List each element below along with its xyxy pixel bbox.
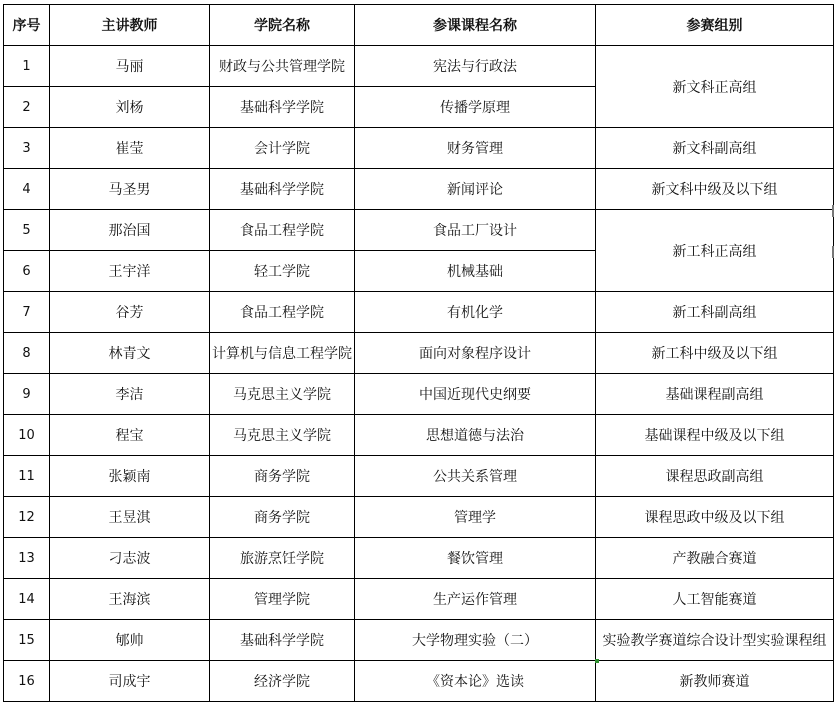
group-cell[interactable]: 课程思政中级及以下组 (596, 497, 834, 538)
group-cell[interactable]: 新教师赛道 (596, 661, 834, 702)
seq-cell[interactable]: 1 (4, 46, 50, 87)
table-row (4, 497, 834, 538)
header-seq[interactable]: 序号 (4, 5, 50, 46)
table-row (4, 292, 834, 333)
table-row (4, 374, 834, 415)
college-cell[interactable]: 食品工程学院 (210, 292, 355, 333)
seq-cell[interactable]: 2 (4, 87, 50, 128)
college-cell[interactable]: 基础科学学院 (210, 169, 355, 210)
college-cell[interactable]: 食品工程学院 (210, 210, 355, 251)
seq-cell[interactable]: 13 (4, 538, 50, 579)
header-teacher[interactable]: 主讲教师 (50, 5, 210, 46)
seq-cell[interactable]: 4 (4, 169, 50, 210)
course-cell[interactable]: 生产运作管理 (355, 579, 596, 620)
seq-cell[interactable]: 12 (4, 497, 50, 538)
college-cell[interactable]: 商务学院 (210, 497, 355, 538)
teacher-cell[interactable]: 马圣男 (50, 169, 210, 210)
college-cell[interactable]: 马克思主义学院 (210, 374, 355, 415)
seq-cell[interactable]: 3 (4, 128, 50, 169)
seq-cell[interactable]: 6 (4, 251, 50, 292)
college-cell[interactable]: 轻工学院 (210, 251, 355, 292)
group-cell[interactable]: 新文科正高组 (596, 46, 834, 128)
college-cell[interactable]: 商务学院 (210, 456, 355, 497)
seq-cell[interactable]: 7 (4, 292, 50, 333)
group-cell[interactable]: 基础课程副高组 (596, 374, 834, 415)
table-row (4, 333, 834, 374)
college-cell[interactable]: 会计学院 (210, 128, 355, 169)
table-row (4, 169, 834, 210)
group-cell[interactable]: 新文科副高组 (596, 128, 834, 169)
table-row (4, 579, 834, 620)
course-cell[interactable]: 传播学原理 (355, 87, 596, 128)
course-cell[interactable]: 思想道德与法治 (355, 415, 596, 456)
table-row (4, 661, 834, 702)
table-row (4, 210, 834, 251)
group-cell[interactable]: 人工智能赛道 (596, 579, 834, 620)
table-row (4, 456, 834, 497)
teacher-cell[interactable]: 李洁 (50, 374, 210, 415)
teacher-cell[interactable]: 马丽 (50, 46, 210, 87)
header-college[interactable]: 学院名称 (210, 5, 355, 46)
group-cell[interactable]: 课程思政副高组 (596, 456, 834, 497)
group-cell[interactable]: 新工科中级及以下组 (596, 333, 834, 374)
group-cell[interactable]: 产教融合赛道 (596, 538, 834, 579)
seq-cell[interactable]: 11 (4, 456, 50, 497)
college-cell[interactable]: 财政与公共管理学院 (210, 46, 355, 87)
college-cell[interactable]: 管理学院 (210, 579, 355, 620)
course-cell[interactable]: 财务管理 (355, 128, 596, 169)
teacher-cell[interactable]: 司成宇 (50, 661, 210, 702)
course-cell[interactable]: 新闻评论 (355, 169, 596, 210)
teacher-cell[interactable]: 刁志波 (50, 538, 210, 579)
college-cell[interactable]: 马克思主义学院 (210, 415, 355, 456)
seq-cell[interactable]: 8 (4, 333, 50, 374)
course-cell[interactable]: 《资本论》选读 (355, 661, 596, 702)
seq-cell[interactable]: 5 (4, 210, 50, 251)
seq-cell[interactable]: 14 (4, 579, 50, 620)
group-cell[interactable]: 新文科中级及以下组 (596, 169, 834, 210)
header-row (4, 5, 834, 46)
course-cell[interactable]: 管理学 (355, 497, 596, 538)
teacher-cell[interactable]: 张颖南 (50, 456, 210, 497)
teacher-cell[interactable]: 王宇洋 (50, 251, 210, 292)
group-cell[interactable]: 新工科副高组 (596, 292, 834, 333)
seq-cell[interactable]: 16 (4, 661, 50, 702)
course-cell[interactable]: 中国近现代史纲要 (355, 374, 596, 415)
table-row (4, 538, 834, 579)
seq-cell[interactable]: 15 (4, 620, 50, 661)
teacher-cell[interactable]: 崔莹 (50, 128, 210, 169)
header-course[interactable]: 参课课程名称 (355, 5, 596, 46)
teacher-cell[interactable]: 那治国 (50, 210, 210, 251)
college-cell[interactable]: 基础科学学院 (210, 87, 355, 128)
table-row (4, 620, 834, 661)
teacher-cell[interactable]: 谷芳 (50, 292, 210, 333)
course-cell[interactable]: 公共关系管理 (355, 456, 596, 497)
teacher-cell[interactable]: 林青文 (50, 333, 210, 374)
teacher-cell[interactable]: 王海滨 (50, 579, 210, 620)
teacher-cell[interactable]: 刘杨 (50, 87, 210, 128)
course-cell[interactable]: 面向对象程序设计 (355, 333, 596, 374)
table-row (4, 415, 834, 456)
teacher-cell[interactable]: 郇帅 (50, 620, 210, 661)
group-cell[interactable]: 新工科正高组 (596, 210, 834, 292)
table-row (4, 46, 834, 87)
college-cell[interactable]: 经济学院 (210, 661, 355, 702)
course-cell[interactable]: 宪法与行政法 (355, 46, 596, 87)
competition-roster-table (3, 4, 834, 702)
cell-comment-indicator (595, 659, 599, 663)
cell-overflow-marker (832, 205, 834, 217)
group-cell[interactable]: 基础课程中级及以下组 (596, 415, 834, 456)
table-row (4, 128, 834, 169)
college-cell[interactable]: 计算机与信息工程学院 (210, 333, 355, 374)
teacher-cell[interactable]: 王昱淇 (50, 497, 210, 538)
course-cell[interactable]: 大学物理实验（二） (355, 620, 596, 661)
cell-overflow-marker (832, 246, 834, 258)
course-cell[interactable]: 食品工厂设计 (355, 210, 596, 251)
teacher-cell[interactable]: 程宝 (50, 415, 210, 456)
seq-cell[interactable]: 10 (4, 415, 50, 456)
course-cell[interactable]: 餐饮管理 (355, 538, 596, 579)
group-cell[interactable]: 实验教学赛道综合设计型实验课程组 (596, 620, 834, 661)
college-cell[interactable]: 旅游烹饪学院 (210, 538, 355, 579)
header-group[interactable]: 参赛组别 (596, 5, 834, 46)
seq-cell[interactable]: 9 (4, 374, 50, 415)
course-cell[interactable]: 机械基础 (355, 251, 596, 292)
college-cell[interactable]: 基础科学学院 (210, 620, 355, 661)
course-cell[interactable]: 有机化学 (355, 292, 596, 333)
